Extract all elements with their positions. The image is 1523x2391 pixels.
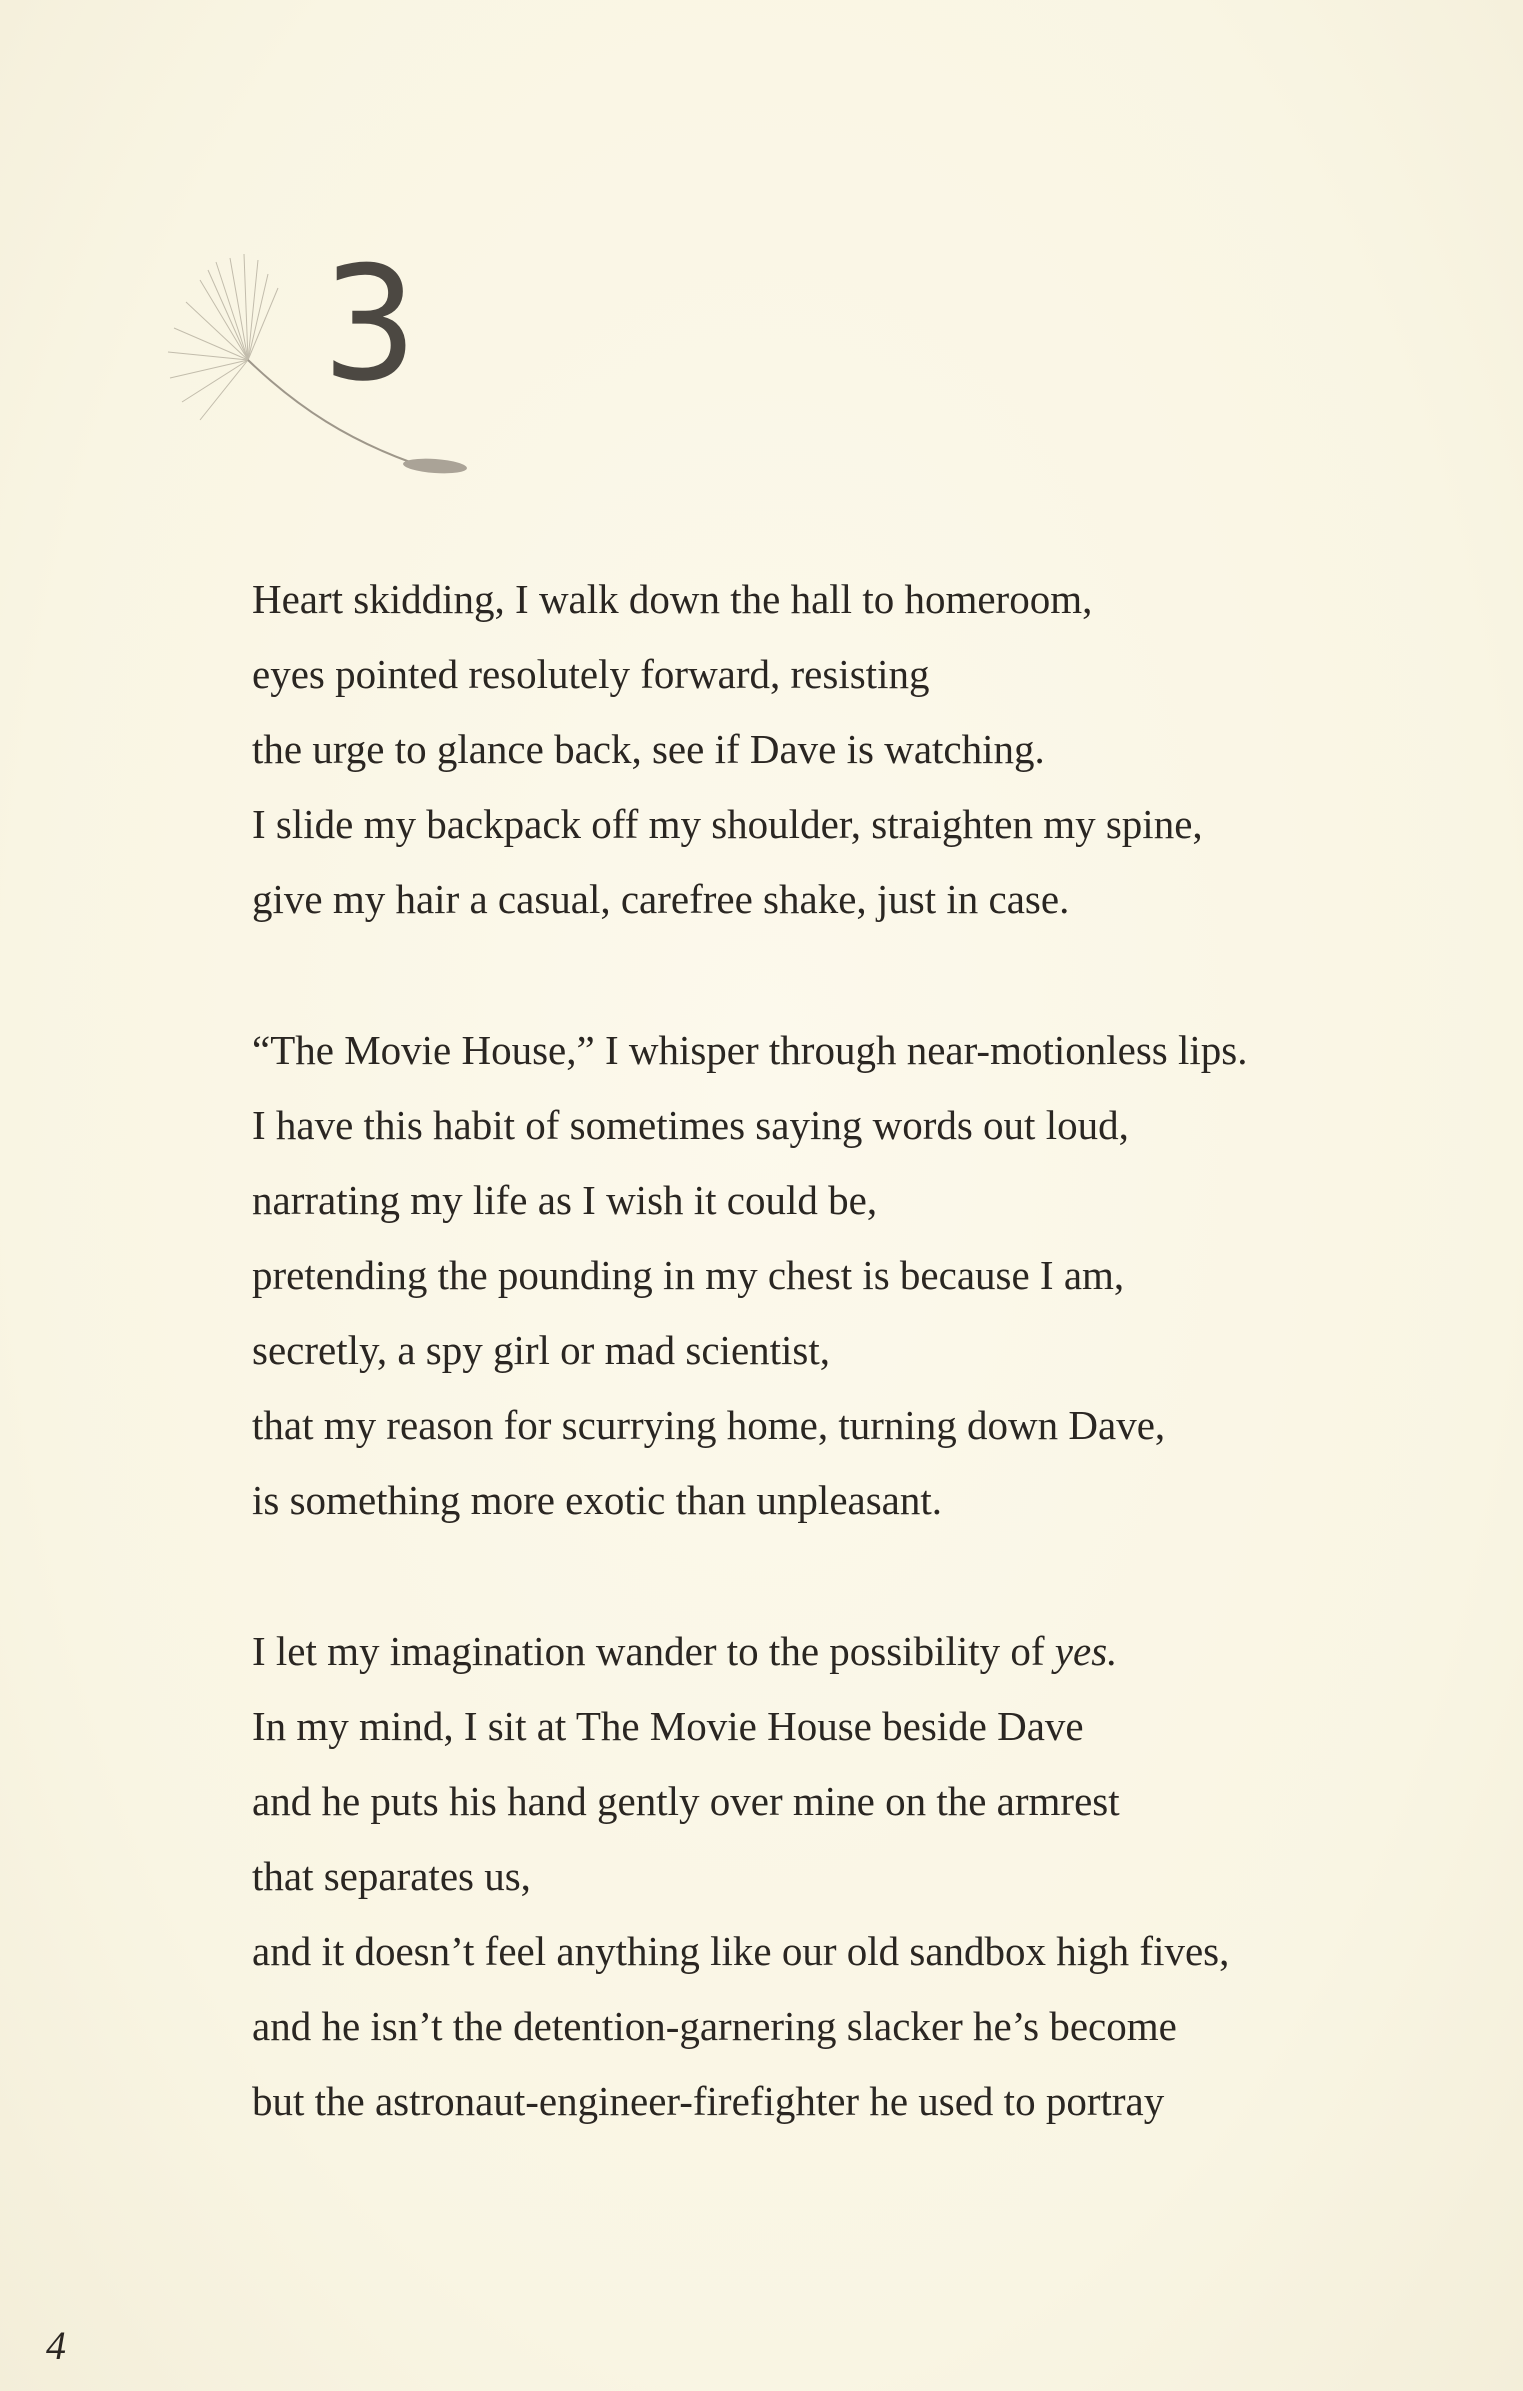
poem-body <box>252 562 1402 2215</box>
poem-line: In my mind, I sit at The Movie House beside Dave <box>252 1703 1084 1749</box>
poem-line: the urge to glance back, see if Dave is watching. <box>252 726 1045 772</box>
stanza-2 <box>252 1013 1402 1538</box>
poem-line: eyes pointed resolutely forward, resisting <box>252 651 930 697</box>
poem-line: “The Movie House,” I whisper through near-motionless lips. <box>252 1027 1248 1073</box>
poem-line: narrating my life as I wish it could be, <box>252 1177 878 1223</box>
chapter-number: 3 <box>322 233 418 417</box>
poem-line: and he puts his hand gently over mine on the armrest <box>252 1778 1120 1824</box>
poem-line: and it doesn’t feel anything like our old sandbox high fives, <box>252 1928 1230 1974</box>
poem-line: that my reason for scurrying home, turning down Dave, <box>252 1402 1166 1448</box>
poem-line: is something more exotic than unpleasant. <box>252 1477 943 1523</box>
poem-line-text: I let my imagination wander to the possibility of <box>252 1628 1055 1674</box>
stanza-3 <box>252 1614 1402 2139</box>
poem-line: secretly, a spy girl or mad scientist, <box>252 1327 831 1373</box>
page-number: 4 <box>46 2323 66 2368</box>
poem-line: give my hair a casual, carefree shake, just in case. <box>252 876 1070 922</box>
poem-line: I have this habit of sometimes saying words out loud, <box>252 1102 1129 1148</box>
poem-line: Heart skidding, I walk down the hall to homeroom, <box>252 576 1093 622</box>
stanza-1 <box>252 562 1402 937</box>
poem-line: pretending the pounding in my chest is because I am, <box>252 1252 1125 1298</box>
poem-line <box>252 1614 1402 1689</box>
poem-line: and he isn’t the detention-garnering slacker he’s become <box>252 2003 1177 2049</box>
poem-line: I slide my backpack off my shoulder, straighten my spine, <box>252 801 1203 847</box>
emphasized-word: yes. <box>1054 1628 1118 1674</box>
poem-line: that separates us, <box>252 1853 531 1899</box>
poem-line: but the astronaut-engineer-firefighter he used to portray <box>252 2078 1165 2124</box>
